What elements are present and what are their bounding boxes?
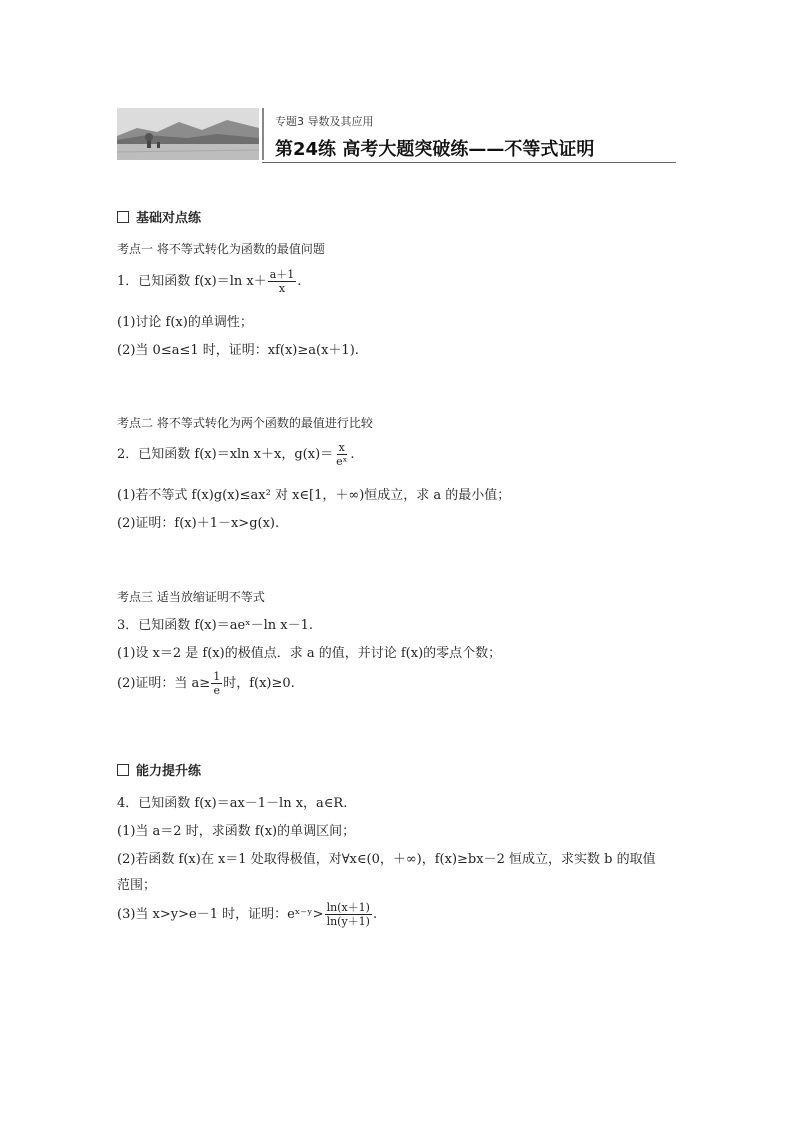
fraction-denominator: eˣ <box>336 455 348 468</box>
landscape-photo <box>117 108 259 160</box>
problem-2-end: . <box>350 447 355 462</box>
problem-3-fraction <box>211 670 222 697</box>
checkbox-icon <box>117 211 129 223</box>
problem-4: 4．已知函数 f(x)＝ax－1－ln x，a∈R. <box>117 796 348 811</box>
fraction-denominator: x <box>278 282 286 295</box>
problem-3-part-2 <box>117 670 295 697</box>
problem-3-part-2-text: (2)证明：当 a≥ <box>117 676 211 691</box>
problem-3: 3．已知函数 f(x)＝aeˣ－ln x－1. <box>117 618 314 633</box>
problem-1 <box>117 268 301 295</box>
problem-2-part-2: (2)证明：f(x)＋1－x>g(x). <box>117 516 280 531</box>
problem-4-part-1: (1)当 a＝2 时，求函数 f(x)的单调区间； <box>117 824 356 839</box>
problem-1-end: . <box>297 274 302 289</box>
problem-4-part-2: (2)若函数 f(x)在 x＝1 处取得极值，对∀x∈(0，＋∞)，f(x)≥bx－2 恒成立，求实数 b 的取值 <box>117 852 656 867</box>
problem-2-fraction <box>334 441 349 468</box>
section-advanced <box>117 760 201 779</box>
section-advanced-title: 能力提升练 <box>136 764 202 779</box>
problem-2 <box>117 441 354 468</box>
problem-4-fraction <box>325 901 372 928</box>
problem-1-fraction <box>268 268 297 295</box>
header-divider <box>262 108 264 160</box>
problem-4-part-2-cont: 范围； <box>117 878 157 893</box>
problem-4-part-3-end: . <box>372 907 378 922</box>
topic-label: 专题3 导数及其应用 <box>275 115 374 128</box>
section-basic <box>117 207 201 226</box>
checkbox-icon <box>117 764 129 776</box>
problem-2-part-1: (1)若不等式 f(x)g(x)≤ax² 对 x∈[1，＋∞)恒成立，求 a 的最小值； <box>117 488 511 503</box>
fraction-numerator: x <box>338 441 345 454</box>
problem-1-text: 1．已知函数 f(x)＝ln x＋ <box>117 274 267 289</box>
problem-3-part-2-end: 时，f(x)≥0. <box>223 676 295 691</box>
fraction-denominator: ln(y＋1) <box>326 915 370 928</box>
section-basic-title: 基础对点练 <box>136 211 202 226</box>
kaodian-3: 考点三 适当放缩证明不等式 <box>117 590 265 604</box>
header-rule <box>262 162 676 163</box>
kaodian-2: 考点二 将不等式转化为两个函数的最值进行比较 <box>117 416 373 430</box>
problem-1-part-2: (2)当 0≤a≤1 时，证明：xf(x)≥a(x＋1). <box>117 343 359 358</box>
problem-3-part-1: (1)设 x＝2 是 f(x)的极值点．求 a 的值，并讨论 f(x)的零点个数； <box>117 646 502 661</box>
problem-4-part-3 <box>117 901 377 928</box>
problem-4-part-3-text: (3)当 x>y>e－1 时，证明：eˣ⁻ʸ> <box>117 907 324 922</box>
page-title: 第24练 高考大题突破练——不等式证明 <box>275 139 595 160</box>
fraction-denominator: e <box>213 684 220 697</box>
fraction-numerator: 1 <box>213 670 221 683</box>
kaodian-1: 考点一 将不等式转化为函数的最值问题 <box>117 242 325 256</box>
problem-1-part-1: (1)讨论 f(x)的单调性； <box>117 315 253 330</box>
fraction-numerator: a＋1 <box>269 268 295 281</box>
problem-2-text: 2．已知函数 f(x)＝xln x＋x，g(x)＝ <box>117 447 334 462</box>
fraction-numerator: ln(x＋1) <box>326 901 370 914</box>
